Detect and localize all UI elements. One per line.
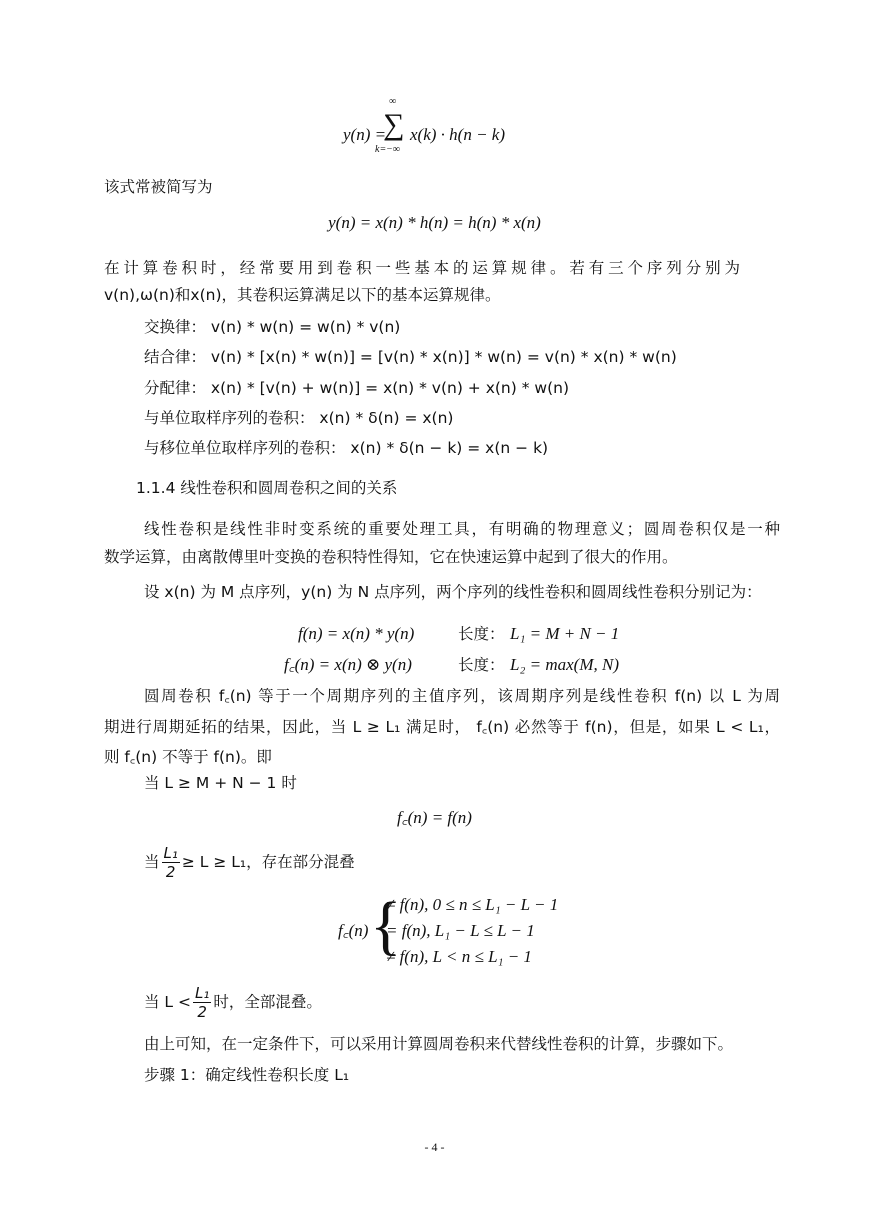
cond2-prefix: 当 bbox=[144, 853, 160, 871]
condition-full-alias bbox=[144, 984, 322, 1021]
paragraph-3-line-2: 期进行周期延拓的结果，因此，当 L ≥ L₁ 满足时， f꜀(n) 必然等于 f(n)，但是，如果 L < L₁， bbox=[104, 718, 780, 736]
sum-lower-limit: k=−∞ bbox=[375, 144, 401, 155]
shifted-unit-sample-law: 与移位单位取样序列的卷积： x(n) * δ(n − k) = x(n − k) bbox=[144, 439, 549, 457]
condition-no-alias: 当 L ≥ M + N − 1 时 bbox=[144, 774, 297, 792]
fc-length-label: 长度： bbox=[458, 656, 505, 674]
fn-length-expr: f(n) = x(n) * y(n) bbox=[298, 624, 415, 643]
fn-length-value: L₁ = M + N − 1 bbox=[510, 624, 620, 643]
fn-length-label: 长度： bbox=[458, 625, 505, 643]
case-1: ≠ f(n), 0 ≤ n ≤ L₁ − L − 1 bbox=[386, 895, 559, 914]
paragraph-1-line-1: 线性卷积是线性非时变系统的重要处理工具，有明确的物理意义；圆周卷积仅是一种 bbox=[144, 520, 780, 538]
commutative-law: 交换律： v(n) * w(n) = w(n) * v(n) bbox=[144, 318, 401, 336]
case-2: = f(n), L₁ − L ≤ L − 1 bbox=[386, 921, 535, 940]
sum-symbol bbox=[375, 96, 405, 155]
fraction-l1-over-2 bbox=[193, 984, 211, 1021]
condition-partial-alias bbox=[144, 844, 355, 881]
fraction-numerator: L₁ bbox=[194, 984, 210, 1002]
fraction-l1-over-2 bbox=[162, 844, 180, 881]
unit-sample-law: 与单位取样序列的卷积： x(n) * δ(n) = x(n) bbox=[144, 409, 454, 427]
short-formula: y(n) = x(n) * h(n) = h(n) * x(n) bbox=[328, 213, 541, 232]
fc-length-expr: f꜀(n) = x(n) ⊗ y(n) bbox=[284, 655, 412, 674]
cond3-suffix: 时，全部混叠。 bbox=[213, 993, 322, 1011]
step-1-text: 步骤 1：确定线性卷积长度 L₁ bbox=[144, 1066, 350, 1084]
paragraph-2: 设 x(n) 为 M 点序列，y(n) 为 N 点序列，两个序列的线性卷积和圆周线性卷积分别记为： bbox=[144, 583, 762, 601]
cases-lhs: f꜀(n) bbox=[338, 921, 369, 940]
cond3-prefix: 当 L < bbox=[144, 993, 191, 1011]
fraction-denominator: 2 bbox=[197, 1003, 207, 1021]
section-heading: 1.1.4 线性卷积和圆周卷积之间的关系 bbox=[136, 479, 398, 497]
conv-formula-rhs: x(k) · h(n − k) bbox=[410, 125, 506, 144]
fraction-denominator: 2 bbox=[165, 863, 176, 881]
case-3: ≠ f(n), L < n ≤ L₁ − 1 bbox=[386, 947, 532, 966]
paragraph-3-line-3: 则 f꜀(n) 不等于 f(n)。即 bbox=[104, 748, 272, 766]
fraction-numerator: L₁ bbox=[163, 844, 178, 862]
page-number: - 4 - bbox=[424, 1140, 445, 1154]
associative-law: 结合律： v(n) * [x(n) * w(n)] = [v(n) * x(n)] * w(n) = v(n) * x(n) * w(n) bbox=[144, 348, 677, 366]
paragraph-1-line-2: 数学运算，由离散傅里叶变换的卷积特性得知，它在快速运算中起到了很大的作用。 bbox=[104, 548, 678, 566]
fc-equals-f: f꜀(n) = f(n) bbox=[397, 808, 472, 827]
conv-formula-lhs: y(n) = bbox=[343, 125, 387, 144]
sigma-icon: ∑ bbox=[383, 108, 405, 141]
abbrev-text: 该式常被简写为 bbox=[104, 178, 213, 196]
conclusion-text: 由上可知，在一定条件下，可以采用计算圆周卷积来代替线性卷积的计算，步骤如下。 bbox=[144, 1035, 734, 1053]
paragraph-3-line-1: 圆周卷积 f꜀(n) 等于一个周期序列的主值序列，该周期序列是线性卷积 f(n) 以 L 为周 bbox=[144, 687, 780, 705]
sum-upper-limit: ∞ bbox=[389, 96, 397, 107]
rules-intro-line-1: 在计算卷积时，经常要用到卷积一些基本的运算规律。若有三个序列分别为 bbox=[104, 259, 740, 277]
left-brace-icon: { bbox=[370, 889, 402, 962]
distributive-law: 分配律： x(n) * [v(n) + w(n)] = x(n) * v(n) + x(n) * w(n) bbox=[144, 379, 570, 397]
fc-length-value: L₂ = max(M, N) bbox=[510, 655, 619, 674]
cond2-suffix: ≥ L ≥ L₁，存在部分混叠 bbox=[181, 853, 355, 871]
rules-intro-line-2: v(n),ω(n)和x(n)，其卷积运算满足以下的基本运算规律。 bbox=[104, 286, 501, 304]
